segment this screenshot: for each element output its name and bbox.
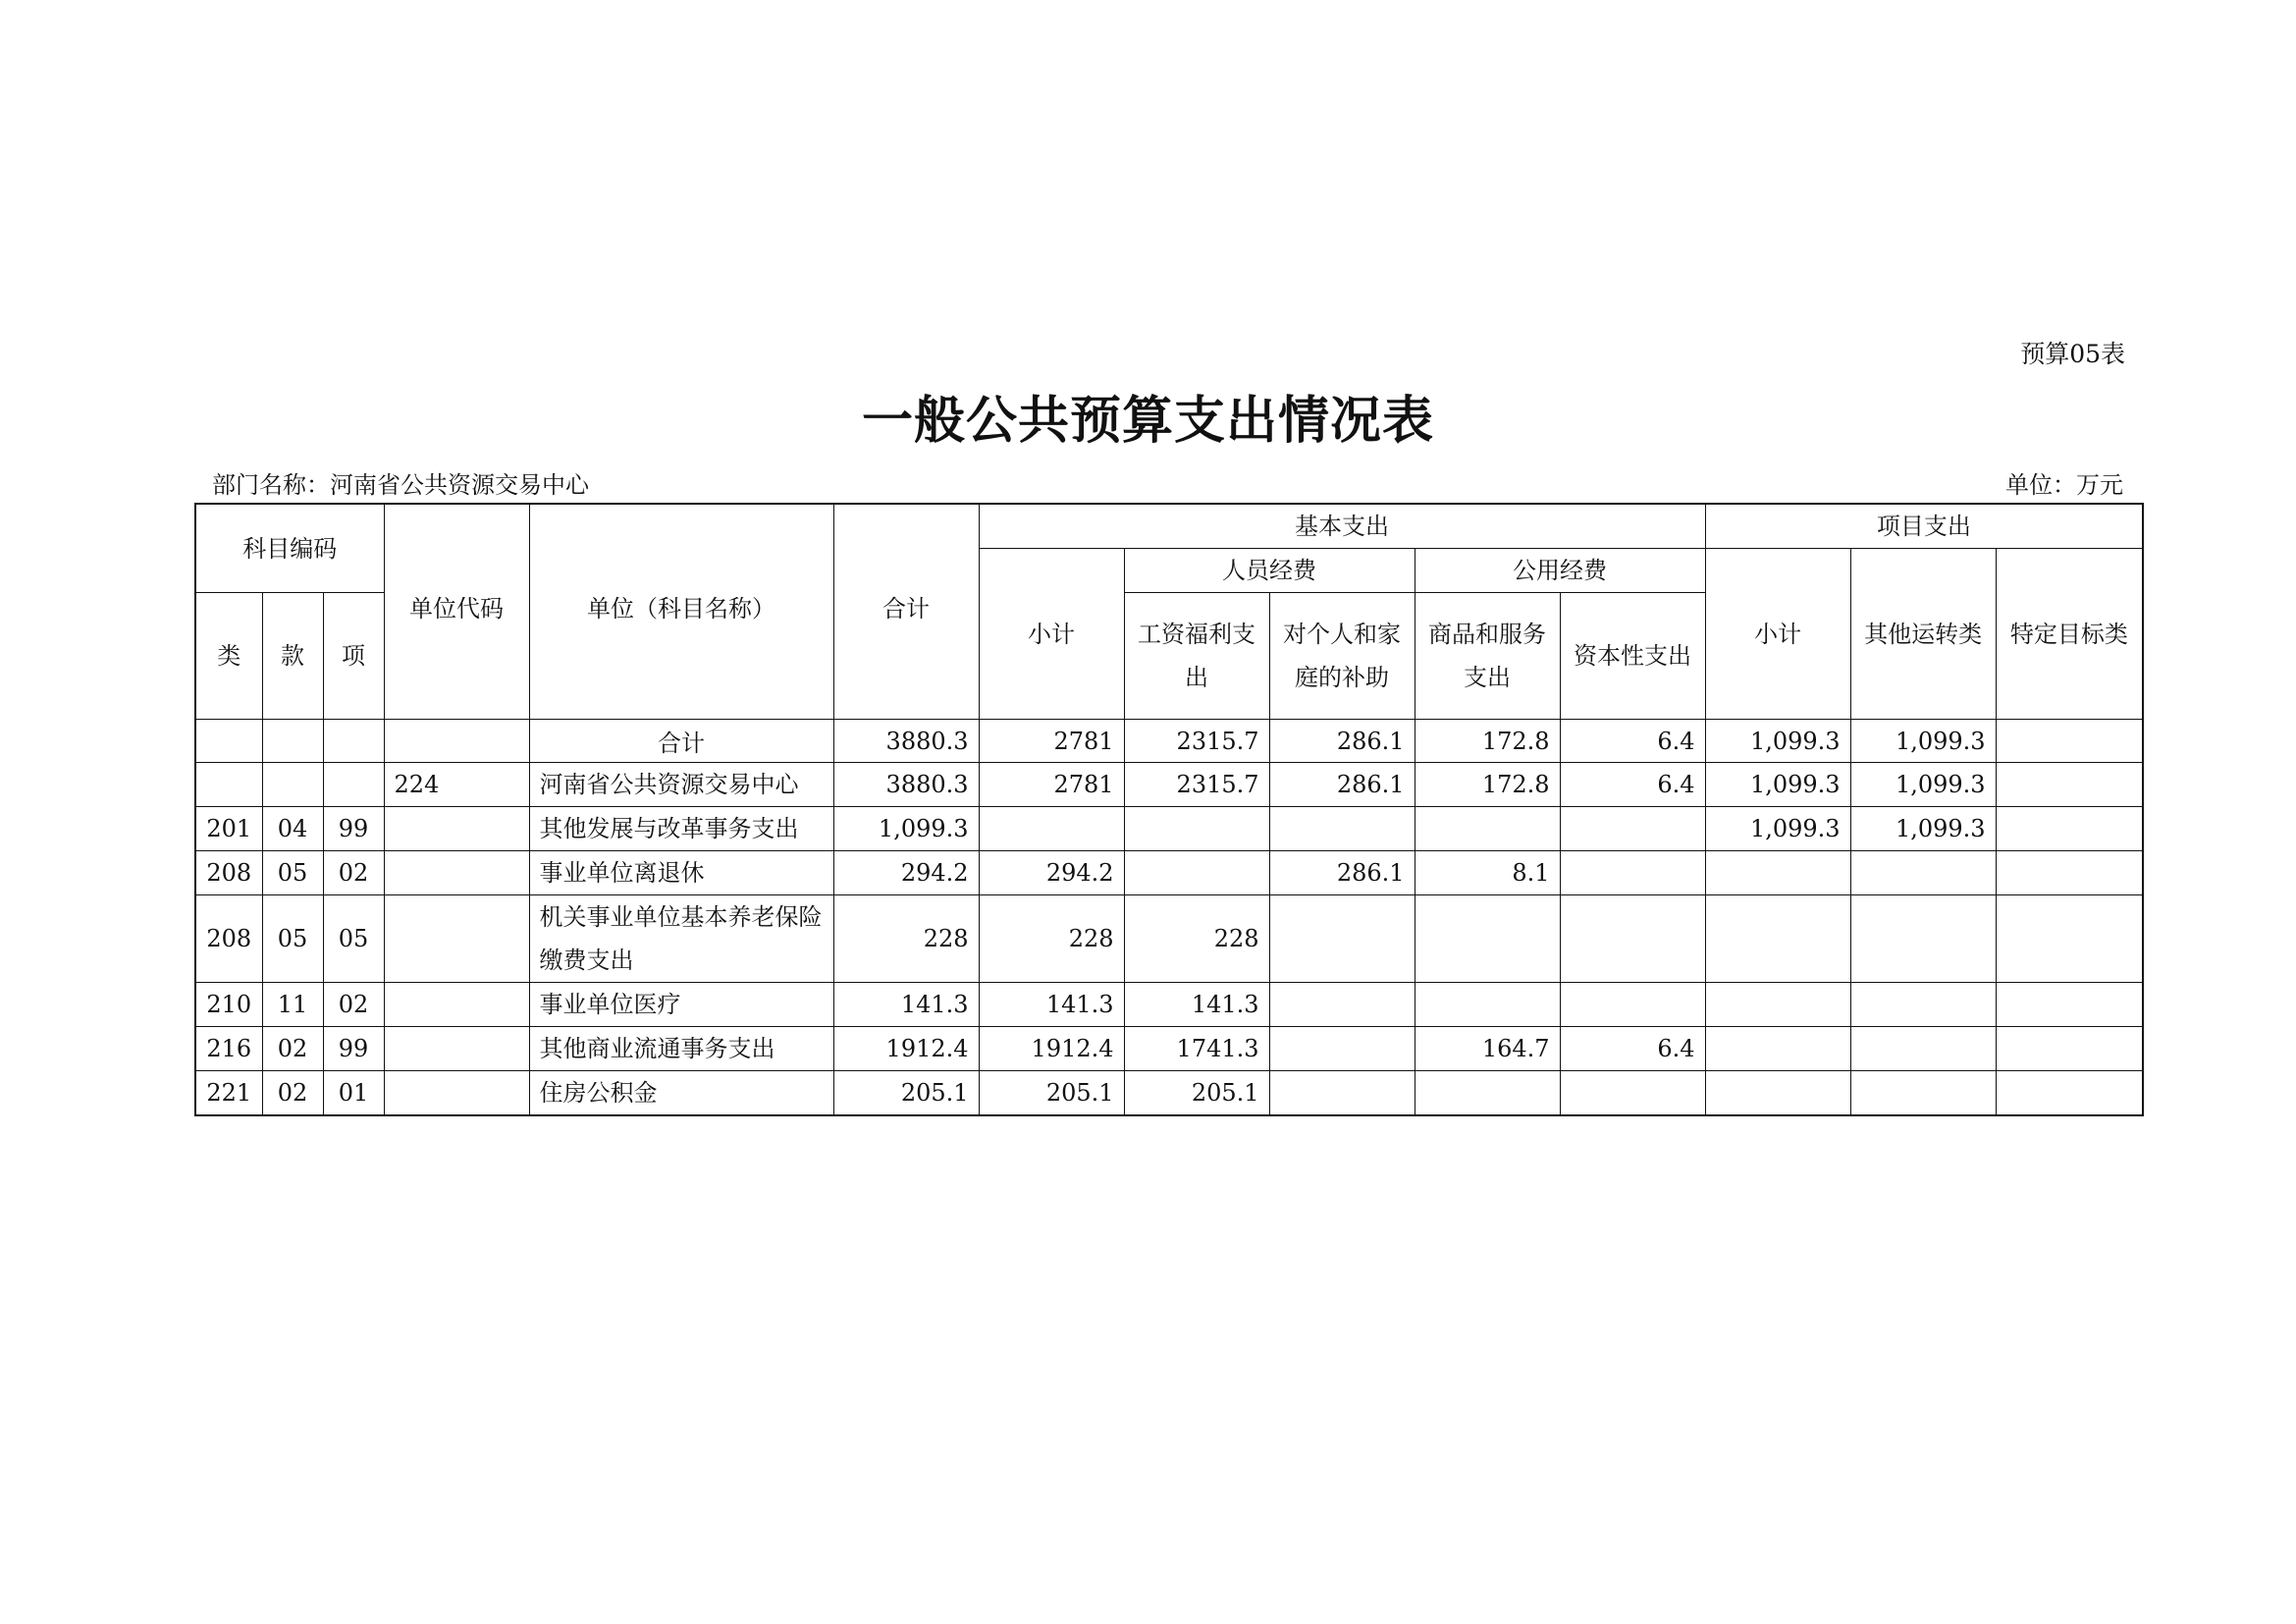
cell-goods-services: 164.7 [1415,1027,1560,1071]
header-lei: 类 [195,593,262,720]
cell-project-subtotal [1705,1071,1850,1116]
cell-other-operations [1850,851,1996,895]
cell-total: 3880.3 [833,720,979,763]
cell-kuan [262,763,323,807]
table-row [195,895,2143,983]
cell-basic-subtotal: 1912.4 [979,1027,1124,1071]
cell-lei: 208 [195,851,262,895]
header-public: 公用经费 [1415,549,1705,593]
cell-project-subtotal [1705,895,1850,983]
cell-subsidy [1269,1071,1415,1116]
cell-xiang [323,720,384,763]
cell-xiang: 01 [323,1071,384,1116]
cell-project-subtotal [1705,983,1850,1027]
cell-salary: 228 [1124,895,1269,983]
cell-lei: 221 [195,1071,262,1116]
cell-total: 3880.3 [833,763,979,807]
table-header [195,504,2143,720]
cell-kuan: 05 [262,851,323,895]
cell-subsidy: 286.1 [1269,851,1415,895]
cell-salary: 1741.3 [1124,1027,1269,1071]
cell-other-operations [1850,1071,1996,1116]
cell-goods-services: 172.8 [1415,720,1560,763]
cell-total: 141.3 [833,983,979,1027]
cell-project-subtotal: 1,099.3 [1705,807,1850,851]
header-project-subtotal: 小计 [1705,549,1850,720]
cell-subsidy [1269,1027,1415,1071]
cell-kuan: 02 [262,1027,323,1071]
cell-subsidy [1269,807,1415,851]
table-row [195,983,2143,1027]
cell-unit-code [384,895,529,983]
table-row [195,851,2143,895]
cell-goods-services: 172.8 [1415,763,1560,807]
cell-total: 205.1 [833,1071,979,1116]
cell-kuan: 02 [262,1071,323,1116]
cell-other-operations [1850,983,1996,1027]
header-project-expenditure: 项目支出 [1705,504,2143,549]
cell-capital [1560,895,1705,983]
cell-capital: 6.4 [1560,763,1705,807]
header-total: 合计 [833,504,979,720]
cell-other-operations [1850,895,1996,983]
cell-basic-subtotal: 141.3 [979,983,1124,1027]
cell-salary: 141.3 [1124,983,1269,1027]
cell-unit-code [384,720,529,763]
header-basic-subtotal: 小计 [979,549,1124,720]
cell-project-subtotal [1705,851,1850,895]
header-other-operations: 其他运转类 [1850,549,1996,720]
cell-unit-name: 其他商业流通事务支出 [529,1027,833,1071]
cell-unit-code [384,983,529,1027]
cell-salary: 205.1 [1124,1071,1269,1116]
cell-capital [1560,807,1705,851]
cell-specific-target [1996,895,2143,983]
cell-basic-subtotal: 2781 [979,720,1124,763]
header-personnel: 人员经费 [1124,549,1415,593]
header-unit-code: 单位代码 [384,504,529,720]
header-basic-expenditure: 基本支出 [979,504,1705,549]
cell-basic-subtotal: 205.1 [979,1071,1124,1116]
cell-other-operations: 1,099.3 [1850,763,1996,807]
table-row [195,1071,2143,1116]
cell-capital: 6.4 [1560,720,1705,763]
cell-total: 1,099.3 [833,807,979,851]
cell-unit-code: 224 [384,763,529,807]
cell-capital [1560,1071,1705,1116]
cell-subsidy [1269,895,1415,983]
cell-unit-name: 住房公积金 [529,1071,833,1116]
header-xiang: 项 [323,593,384,720]
cell-unit-code [384,807,529,851]
cell-project-subtotal [1705,1027,1850,1071]
cell-salary: 2315.7 [1124,763,1269,807]
header-specific-target: 特定目标类 [1996,549,2143,720]
cell-lei: 201 [195,807,262,851]
cell-specific-target [1996,720,2143,763]
cell-total: 1912.4 [833,1027,979,1071]
cell-unit-name: 事业单位医疗 [529,983,833,1027]
cell-lei [195,763,262,807]
cell-xiang: 99 [323,1027,384,1071]
cell-total: 294.2 [833,851,979,895]
cell-total: 228 [833,895,979,983]
cell-other-operations: 1,099.3 [1850,720,1996,763]
cell-specific-target [1996,1071,2143,1116]
table-body [195,720,2143,1116]
cell-goods-services: 8.1 [1415,851,1560,895]
cell-capital [1560,983,1705,1027]
unit-label: 单位：万元 [2005,471,2123,499]
cell-goods-services [1415,983,1560,1027]
cell-kuan: 04 [262,807,323,851]
cell-unit-name: 合计 [529,720,833,763]
cell-basic-subtotal [979,807,1124,851]
cell-subsidy: 286.1 [1269,763,1415,807]
cell-specific-target [1996,983,2143,1027]
cell-lei: 208 [195,895,262,983]
cell-unit-name: 机关事业单位基本养老保险缴费支出 [529,895,833,983]
cell-salary: 2315.7 [1124,720,1269,763]
cell-xiang: 05 [323,895,384,983]
cell-goods-services [1415,807,1560,851]
cell-unit-name: 事业单位离退休 [529,851,833,895]
cell-project-subtotal: 1,099.3 [1705,720,1850,763]
cell-unit-code [384,1071,529,1116]
header-subject-code: 科目编码 [195,504,384,593]
cell-unit-code [384,1027,529,1071]
cell-lei [195,720,262,763]
cell-capital: 6.4 [1560,1027,1705,1071]
cell-other-operations [1850,1027,1996,1071]
cell-goods-services [1415,895,1560,983]
cell-specific-target [1996,851,2143,895]
header-unit-name: 单位（科目名称） [529,504,833,720]
header-goods-services: 商品和服务支出 [1415,593,1560,720]
table-number: 预算05表 [2020,340,2125,368]
header-kuan: 款 [262,593,323,720]
cell-xiang [323,763,384,807]
page-title: 一般公共预算支出情况表 [861,392,1434,451]
cell-kuan: 11 [262,983,323,1027]
table-row [195,1027,2143,1071]
cell-salary [1124,851,1269,895]
cell-basic-subtotal: 294.2 [979,851,1124,895]
cell-specific-target [1996,1027,2143,1071]
cell-unit-name: 其他发展与改革事务支出 [529,807,833,851]
cell-basic-subtotal: 2781 [979,763,1124,807]
cell-lei: 216 [195,1027,262,1071]
table-row [195,720,2143,763]
budget-table [194,503,2144,1116]
cell-subsidy: 286.1 [1269,720,1415,763]
department-name: 部门名称：河南省公共资源交易中心 [212,471,589,499]
header-salary: 工资福利支出 [1124,593,1269,720]
table-row [195,763,2143,807]
cell-basic-subtotal: 228 [979,895,1124,983]
cell-kuan [262,720,323,763]
cell-unit-code [384,851,529,895]
header-capital: 资本性支出 [1560,593,1705,720]
cell-specific-target [1996,763,2143,807]
cell-lei: 210 [195,983,262,1027]
cell-salary [1124,807,1269,851]
cell-capital [1560,851,1705,895]
table-row [195,807,2143,851]
cell-project-subtotal: 1,099.3 [1705,763,1850,807]
cell-xiang: 02 [323,851,384,895]
cell-unit-name: 河南省公共资源交易中心 [529,763,833,807]
header-subsidy: 对个人和家庭的补助 [1269,593,1415,720]
cell-subsidy [1269,983,1415,1027]
cell-kuan: 05 [262,895,323,983]
cell-other-operations: 1,099.3 [1850,807,1996,851]
cell-xiang: 02 [323,983,384,1027]
cell-specific-target [1996,807,2143,851]
cell-goods-services [1415,1071,1560,1116]
cell-xiang: 99 [323,807,384,851]
